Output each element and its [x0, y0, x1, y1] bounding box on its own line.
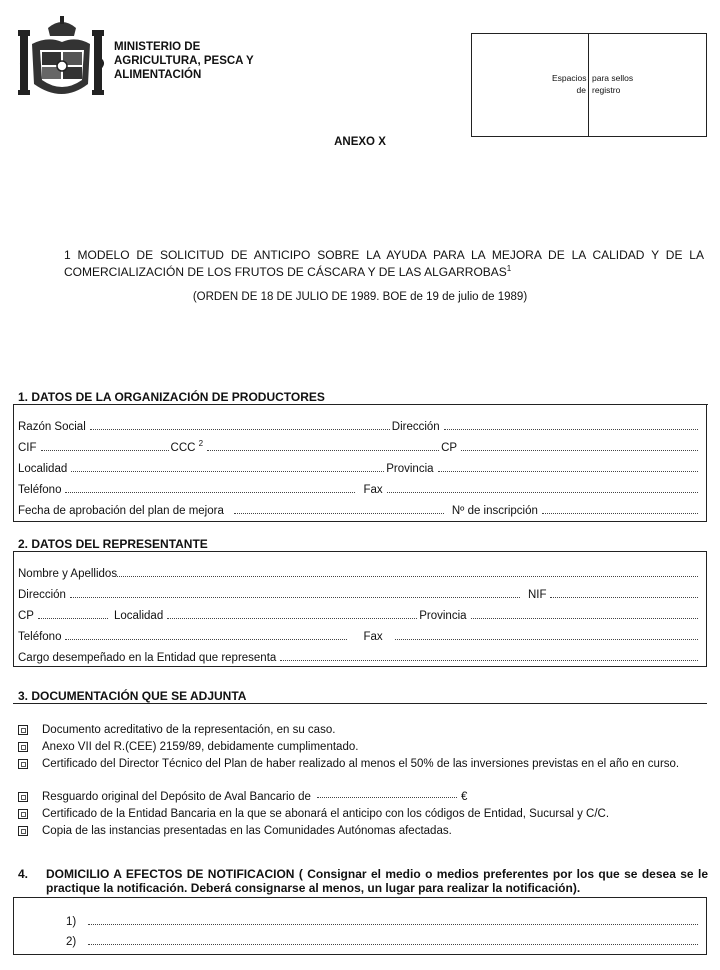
checkbox-certificado-director[interactable] [18, 759, 28, 769]
label-direccion-representante: Dirección [18, 589, 66, 601]
label-cp-representante: CP [18, 610, 34, 622]
label-cargo: Cargo desempeñado en la Entidad que representa [18, 652, 277, 664]
order-reference: (ORDEN DE 18 DE JULIO DE 1989. BOE de 19 de julio de 1989) [192, 291, 528, 303]
field-ccc[interactable] [207, 450, 439, 451]
field-fecha-aprobacion[interactable] [234, 513, 444, 514]
section-2-box [13, 551, 707, 667]
label-cif: CIF [18, 442, 37, 454]
checkbox-documento-representacion[interactable] [18, 725, 28, 735]
euro-symbol: € [460, 791, 468, 803]
form-title-line-2 [64, 262, 704, 279]
footnote-ref-1: 1 [506, 264, 512, 273]
annex-title: ANEXO X [334, 136, 386, 148]
field-localidad-representante[interactable] [167, 618, 417, 619]
row-fecha-inscripcion [18, 501, 700, 517]
label-fax-representante: Fax [363, 631, 383, 643]
form-title-line-1: 1 MODELO DE SOLICITUD DE ANTICIPO SOBRE LA AYUDA PARA LA MEJORA DE LA CALIDAD Y DE LA [64, 248, 704, 262]
checkbox-anexo-vii[interactable] [18, 742, 28, 752]
row-nombre [18, 564, 700, 580]
field-inscripcion[interactable] [542, 513, 698, 514]
section-4-line-1 [18, 867, 708, 881]
doc-item-4-text: Resguardo original del Depósito de Aval Bancario de [42, 791, 311, 803]
ministry-line-2: AGRICULTURA, PESCA Y [114, 55, 254, 67]
row-telefono-fax [18, 480, 700, 496]
label-provincia-representante: Provincia [419, 610, 467, 622]
registry-stamp-box [471, 33, 707, 137]
stamp-divider [588, 34, 589, 136]
section-3-rule [13, 703, 707, 704]
doc-item-3: Certificado del Director Técnico del Plan de haber realizado al menos el 50% de las inversiones previstas en el año en curso. [42, 758, 680, 770]
section-3-title: 3. DOCUMENTACIÓN QUE SE ADJUNTA [18, 689, 247, 703]
field-provincia-representante[interactable] [471, 618, 698, 619]
checkbox-resguardo-aval[interactable] [18, 792, 28, 802]
field-nombre-apellidos[interactable] [117, 576, 698, 577]
row-cif-ccc-cp [18, 438, 700, 454]
label-ccc [171, 439, 204, 454]
label-notificacion-1: 1) [66, 916, 77, 928]
doc-item-5: Certificado de la Entidad Bancaria en la que se abonará el anticipo con los códigos de Entidad, Sucursal y C/C. [42, 808, 610, 820]
ministry-line-3: ALIMENTACIÓN [114, 69, 202, 81]
ministry-line-1: MINISTERIO DE [114, 41, 201, 53]
row-direccion-nif [18, 585, 700, 601]
label-inscripcion: Nº de inscripción [451, 505, 538, 517]
doc-item-4 [42, 790, 706, 804]
doc-item-2: Anexo VII del R.(CEE) 2159/89, debidamente cumplimentado. [42, 741, 359, 753]
label-fecha-aprobacion: Fecha de aprobación del plan de mejora [18, 505, 224, 517]
row-razon-direccion [18, 417, 700, 433]
label-razon-social: Razón Social [18, 421, 86, 433]
row-notificacion-1 [66, 912, 700, 928]
label-fax: Fax [363, 484, 383, 496]
checkbox-copia-instancias[interactable] [18, 826, 28, 836]
stamp-label-left: Espacios de [552, 73, 587, 95]
label-direccion: Dirección [391, 421, 440, 433]
section-2-title: 2. DATOS DEL REPRESENTANTE [18, 537, 208, 551]
footnote-ref-2: 2 [198, 439, 204, 449]
field-razon-social[interactable] [90, 429, 390, 430]
section-1-box [13, 404, 707, 522]
label-ccc-text: CCC [170, 442, 196, 454]
field-cp-representante[interactable] [38, 618, 108, 619]
form-title [64, 248, 704, 279]
field-fax-representante[interactable] [395, 639, 698, 640]
label-notificacion-2: 2) [66, 936, 77, 948]
label-nombre-apellidos: Nombre y Apellidos [18, 568, 118, 580]
label-provincia: Provincia [386, 463, 434, 475]
label-cp: CP [441, 442, 458, 454]
field-telefono[interactable] [65, 492, 355, 493]
field-notificacion-1[interactable] [88, 924, 698, 925]
row-localidad-provincia [18, 459, 700, 475]
checkbox-certificado-bancario[interactable] [18, 809, 28, 819]
label-nif: NIF [527, 589, 547, 601]
section-1-title: 1. DATOS DE LA ORGANIZACIÓN DE PRODUCTORES [18, 390, 325, 404]
section-4-text-1: DOMICILIO A EFECTOS DE NOTIFICACION ( Consignar el medio o medios preferentes por los que se desea se le [46, 867, 708, 881]
field-cp[interactable] [461, 450, 698, 451]
label-telefono-representante: Teléfono [18, 631, 62, 643]
section-4-title [18, 867, 708, 895]
section-4-box [13, 897, 707, 955]
field-provincia[interactable] [438, 471, 698, 472]
doc-item-6: Copia de las instancias presentadas en las Comunidades Autónomas afectadas. [42, 825, 452, 837]
field-telefono-representante[interactable] [65, 639, 347, 640]
label-telefono: Teléfono [18, 484, 62, 496]
form-title-line-2-text: COMERCIALIZACIÓN DE LOS FRUTOS DE CÁSCARA Y DE LAS ALGARROBAS [64, 265, 507, 279]
coat-of-arms-logo [18, 14, 106, 98]
section-4-text-2: practique la notificación. Deberá consignarse al menos, un lugar para realizar la notificación). [46, 881, 581, 895]
row-notificacion-2 [66, 932, 700, 948]
label-localidad: Localidad [18, 463, 68, 475]
field-nif[interactable] [550, 597, 698, 598]
doc-item-1: Documento acreditativo de la representación, en su caso. [42, 724, 336, 736]
field-cargo[interactable] [280, 660, 698, 661]
label-localidad-representante: Localidad [113, 610, 164, 622]
field-direccion-representante[interactable] [70, 597, 520, 598]
field-cif[interactable] [41, 450, 169, 451]
field-direccion[interactable] [444, 429, 698, 430]
field-localidad[interactable] [71, 471, 384, 472]
field-notificacion-2[interactable] [88, 944, 698, 945]
field-fax[interactable] [387, 492, 698, 493]
row-cargo [18, 648, 700, 664]
ministry-name [114, 40, 254, 82]
row-cp-localidad-provincia [18, 606, 700, 622]
stamp-label-right: para sellos registro [592, 73, 634, 95]
field-importe-aval[interactable] [317, 797, 457, 798]
section-4-number: 4. [18, 867, 29, 881]
row-telefono-fax-representante [18, 627, 700, 643]
